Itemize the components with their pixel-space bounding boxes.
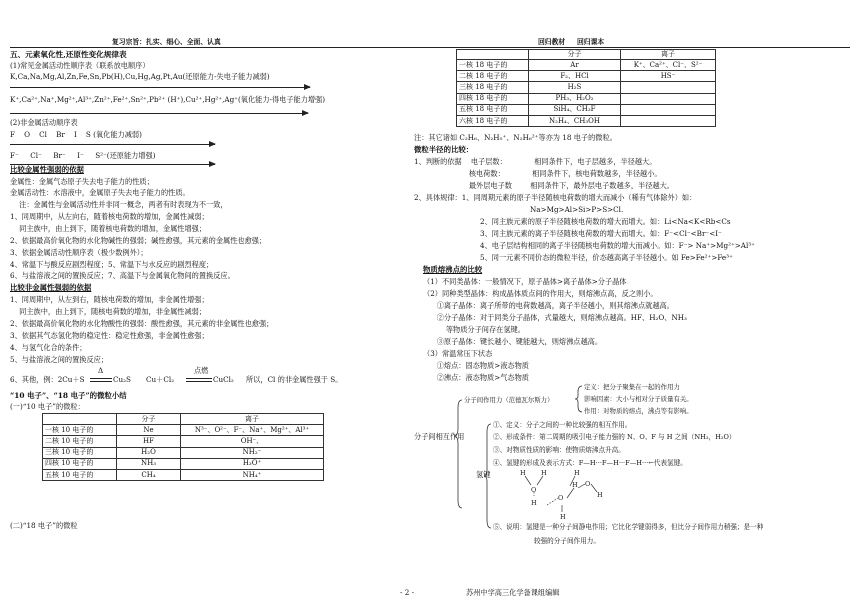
radius-line: 3、同主族元素的离子半径随核电荷数的增大而增大。如：F⁻<Cl⁻<Br⁻<I⁻ [480, 229, 722, 238]
table-cell [621, 93, 716, 104]
table-row [457, 115, 716, 126]
header-left: 复习宗旨：扎实、细心、全面、认真 [112, 38, 221, 46]
table-cell: H₂O [117, 447, 181, 458]
hydrogen-bond-label: 氢键 [476, 470, 491, 479]
item6-mid: Cu＋Cl₂ [146, 375, 174, 384]
metal-compare-line: 6、与盐溶液之间的置换反应；7、高温下与金属氧化物间的置换反应。 [10, 271, 235, 280]
nonmetal-compare-line: 5、与盐溶液之间的置换反应； [10, 355, 109, 364]
radius-title: 微粒半径的比较： [414, 145, 474, 154]
item6-prefix: 6、其他，例：2Cu＋S [10, 375, 85, 384]
atom-o: O [558, 494, 564, 502]
table-row [43, 436, 324, 447]
ion-order-arrow [10, 113, 308, 114]
reaction-condition-1: Δ [98, 366, 104, 375]
equals-1b [90, 381, 112, 382]
header-mid1: 回归教材 [538, 38, 566, 46]
radius-line: 4、电子层结构相同的离子半径随核电荷数的增大而减小。如：F⁻> Na⁺>Mg²⁺>Al³⁺ [480, 241, 755, 250]
equals-2b [186, 381, 212, 382]
metal-compare-line: 同主族中，由上到下，随着核电荷数的增加，金属性增强； [10, 224, 207, 233]
melting-line: （1）不同类晶体：一般情况下，原子晶体>离子晶体>分子晶体 [423, 277, 627, 286]
table-header-row [457, 50, 716, 60]
melting-line: ③原子晶体：键长越小、键能越大，则熔沸点越高。 [423, 337, 603, 346]
item6-suffix: 所以，Cl 的非金属性强于 S。 [246, 375, 343, 384]
table-cell: 分子 [117, 414, 181, 425]
nonmetal-compare-line: 1、同周期中，从左到右，随核电荷数的增加，非金属性增强； [10, 295, 209, 304]
hb-representation: ④、氢键的形成及表示方式：F—H···F—H···F—H···←代表氢键。 [493, 459, 687, 467]
radius-line: 最外层电子数 相同条件下，最外层电子数越多，半径越大。 [414, 181, 674, 190]
electron-10-subtitle: (一)“10 电子”的微粒： [10, 402, 85, 411]
melting-line: ②沸点：液态物质>气态物质 [423, 373, 529, 382]
section-5-title: 五、元素氧化性,还原性变化规律表 [10, 50, 127, 59]
electron-18-table [456, 49, 716, 127]
table-cell: SiH₄、CH₃F [529, 104, 621, 115]
reaction-condition-2: 点燃 [194, 366, 209, 375]
nonmetal-order-arrow [10, 144, 215, 145]
table-cell: 二核 10 电子的 [43, 436, 117, 447]
main-brace [454, 400, 462, 508]
table-header-row [43, 414, 324, 425]
electron-10-18-title: “10 电子”、“18 电子”的微粒小结 [10, 391, 127, 400]
table-row [457, 104, 716, 115]
electron-10-table [42, 413, 324, 481]
hb-note: ⑤、说明：氢键是一种分子间静电作用；它比化学键弱得多，但比分子间作用力稍强；是一种 [493, 523, 764, 531]
table-row [43, 425, 324, 436]
hb-effect: ③、对物质性质的影响：使物质熔沸点升高。 [493, 446, 625, 454]
electron-18-note: 注：其它诸如 C₂H₆、N₂H₅⁺、N₂H₆²⁺等亦为 18 电子的微粒。 [414, 133, 617, 142]
equals-1a [90, 378, 112, 379]
table-cell: NH₂⁻ [181, 447, 324, 458]
metal-compare-line: 金属活动性：水溶液中，金属原子失去电子能力的性质。 [10, 188, 190, 197]
vdw-definition: 定义：把分子聚集在一起的作用力 [584, 383, 680, 391]
header-mid2: 回归课本 [577, 38, 605, 46]
table-cell: HF [117, 436, 181, 447]
melting-title: 物质熔沸点的比较 [423, 265, 483, 274]
electron-18-subtitle: (二)“18 电子”的微粒 [10, 521, 78, 530]
nonmetal-compare-line: 同主族中，由上到下，随核电荷数的增加，非金属性减弱； [10, 307, 207, 316]
table-cell: 三核 10 电子的 [43, 447, 117, 458]
table-cell [621, 82, 716, 93]
nonmetal-compare-line: 4、与氢气化合的条件； [10, 343, 87, 352]
table-cell: 四核 10 电子的 [43, 458, 117, 469]
metal-compare-line: 金属性：金属气态原子失去电子能力的性质； [10, 177, 154, 186]
table-row [43, 469, 324, 480]
melting-line: ②分子晶体：对于同类分子晶体，式量越大，则熔沸点越高。HF、H₂O、NH₃ [423, 313, 687, 322]
melting-line: 等物质分子间存在氢键。 [423, 325, 525, 334]
equals-2a [186, 378, 212, 379]
table-row [457, 82, 716, 93]
hb-note-cont: 较强的分子间作用力。 [534, 537, 600, 545]
vdw-brace [575, 386, 582, 412]
item6-product-1: Cu₂S [113, 375, 131, 384]
table-cell: K⁺、Ca²⁺、Cl⁻、S²⁻ [621, 60, 716, 71]
table-cell [621, 104, 716, 115]
table-cell: F₂、HCl [529, 71, 621, 82]
table-cell: 离子 [621, 50, 716, 60]
metal-compare-title: 比较金属性强弱的依据 [10, 165, 84, 174]
table-cell: N₂H₄、CH₃OH [529, 115, 621, 126]
hb-condition: ②、形成条件：第二周期的吸引电子能力强的 N、O、F 与 H 之间（NH₃，H₂O） [493, 433, 736, 441]
header-rule [10, 47, 850, 48]
nonmetal-compare-title: 比较非金属性强弱的依据 [10, 283, 92, 292]
table-cell: NH₃ [117, 458, 181, 469]
footer-org: 苏州中学高三化学备课组编辑 [466, 588, 560, 597]
atom-h: H [531, 499, 537, 507]
metal-compare-line: 注：金属性与金属活动性并非同一概念，两者有时表现为不一致， [10, 200, 228, 209]
nonmetal-compare-line: 3、依据其气态氢化物的稳定性：稳定性愈强，非金属性愈强； [10, 331, 209, 340]
melting-line: （3）常温常压下状态 [423, 349, 493, 358]
intermolecular-root-label: 分子间相互作用 [414, 432, 465, 441]
table-cell: OH⁻、 [181, 436, 324, 447]
atom-h: H [572, 481, 578, 489]
radius-line: 5、同一元素不同价态的微粒半径，价态越高离子半径越小。如 Fe>Fe²⁺>Fe³⁺ [480, 253, 733, 262]
metal-compare-line: 4、常温下与酸反应剧烈程度；5、常温下与水反应的剧烈程度； [10, 260, 214, 269]
vdw-factors: 影响因素：大小与相对分子质量有关。 [584, 395, 693, 403]
table-row [43, 447, 324, 458]
radius-line: 2、同主族元素的原子半径随核电荷数的增大而增大。如：Li<Na<K<Rb<Cs [480, 217, 731, 226]
page-number: - 2 - [400, 588, 414, 597]
metal-order-title: (1)常见金属活动性顺序表（联系放电顺序） [10, 61, 150, 70]
table-cell: N³⁻、O²⁻、F⁻、Na⁺、Mg²⁺、Al³⁺ [181, 425, 324, 436]
anion-order: F⁻ Cl⁻ Br⁻ I⁻ S²⁻(还原能力增强) [10, 151, 156, 160]
table-cell: 四核 18 电子的 [457, 93, 529, 104]
table-cell: 五核 18 电子的 [457, 104, 529, 115]
metal-compare-line: 1、同周期中，从左向右，随着核电荷数的增加，金属性减弱； [10, 212, 209, 221]
table-row [457, 93, 716, 104]
table-cell: 一核 10 电子的 [43, 425, 117, 436]
atom-h: H [574, 469, 580, 477]
water-atoms [520, 469, 603, 521]
atom-h: H [560, 513, 566, 521]
ion-order: K⁺,Ca²⁺,Na⁺,Mg²⁺,Al³⁺,Zn²⁺,Fe²⁺,Sn²⁺,Pb²⁺ (H⁺),Cu²⁺,Hg²⁺,Ag⁺(氧化能力-得电子能力增强) [10, 95, 326, 104]
table-cell: 分子 [529, 50, 621, 60]
table-row [457, 60, 716, 71]
atom-o: O [531, 486, 537, 494]
melting-line: ①熔点：固态物质>液态物质 [423, 361, 529, 370]
table-cell: PH₃、H₂O₂ [529, 93, 621, 104]
atom-o: O [585, 480, 591, 488]
table-row [457, 71, 716, 82]
radius-line: 1、判断的依据 电子层数： 相同条件下，电子层越多，半径越大。 [414, 157, 657, 166]
atom-h: H [541, 469, 547, 477]
nonmetal-order-title: (2)非金属活动顺序表 [10, 118, 78, 127]
table-cell: H₂S [529, 82, 621, 93]
table-row [43, 458, 324, 469]
item6-product-2: CuCl₂ [213, 375, 234, 384]
table-cell: 离子 [181, 414, 324, 425]
table-cell: 六核 18 电子的 [457, 115, 529, 126]
nonmetal-compare-line: 2、依据最高价氧化物的水化物酸性的强弱：酸性愈强，其元素的非金属性也愈强； [10, 319, 274, 328]
radius-line: Na>Mg>Al>Si>P>S>Cl. [530, 205, 624, 214]
metal-compare-line: 2、依据最高价氧化物的水化物碱性的强弱；碱性愈强，其元素的金属性也愈强； [10, 236, 267, 245]
table-cell: 五核 10 电子的 [43, 469, 117, 480]
hb-definition: ①、定义：分子之间的一种比较强的相互作用。 [493, 421, 632, 429]
melting-line: （2）同种类型晶体：构成晶体质点间的作用大，则熔沸点高，反之则小。 [423, 289, 658, 298]
table-cell: 一核 18 电子的 [457, 60, 529, 71]
table-cell [43, 414, 117, 425]
vdw-label: 分子间作用力（范德瓦尔斯力） [464, 396, 554, 404]
table-cell: HS⁻ [621, 71, 716, 82]
metal-order: K,Ca,Na,Mg,Al,Zn,Fe,Sn,Pb(H),Cu,Hg,Ag,Pt,Au(还原能力-失电子能力减弱) [10, 72, 270, 81]
radius-line: 核电荷数： 相同条件下，核电荷数越多，半径越小。 [414, 169, 662, 178]
metal-order-arrow [10, 87, 310, 88]
table-cell: 三核 18 电子的 [457, 82, 529, 93]
table-cell: H₃O⁺ [181, 458, 324, 469]
water-hbond-sketch [525, 476, 597, 512]
vdw-effect: 作用：对物质的熔点，沸点等有影响。 [584, 407, 693, 415]
table-cell [457, 50, 529, 60]
table-cell: CH₄ [117, 469, 181, 480]
metal-compare-line: 3、依据金属活动性顺序表（极少数例外）； [10, 248, 148, 257]
atom-h: H [520, 469, 526, 477]
table-cell [621, 115, 716, 126]
melting-line: ①离子晶体：离子所带的电荷数越高，离子半径越小，则其熔沸点就越高。 [423, 301, 674, 310]
nonmetal-order: F O Cl Br I S (氧化能力减弱) [10, 130, 142, 139]
table-cell: Ar [529, 60, 621, 71]
table-cell: Ne [117, 425, 181, 436]
radius-line: 2、具体规律：1、同周期元素的原子半径随核电荷数的增大而减小（稀有气体除外）如： [414, 193, 697, 202]
table-cell: 二核 18 电子的 [457, 71, 529, 82]
atom-h: H [597, 491, 603, 499]
table-cell: NH₄⁺ [181, 469, 324, 480]
